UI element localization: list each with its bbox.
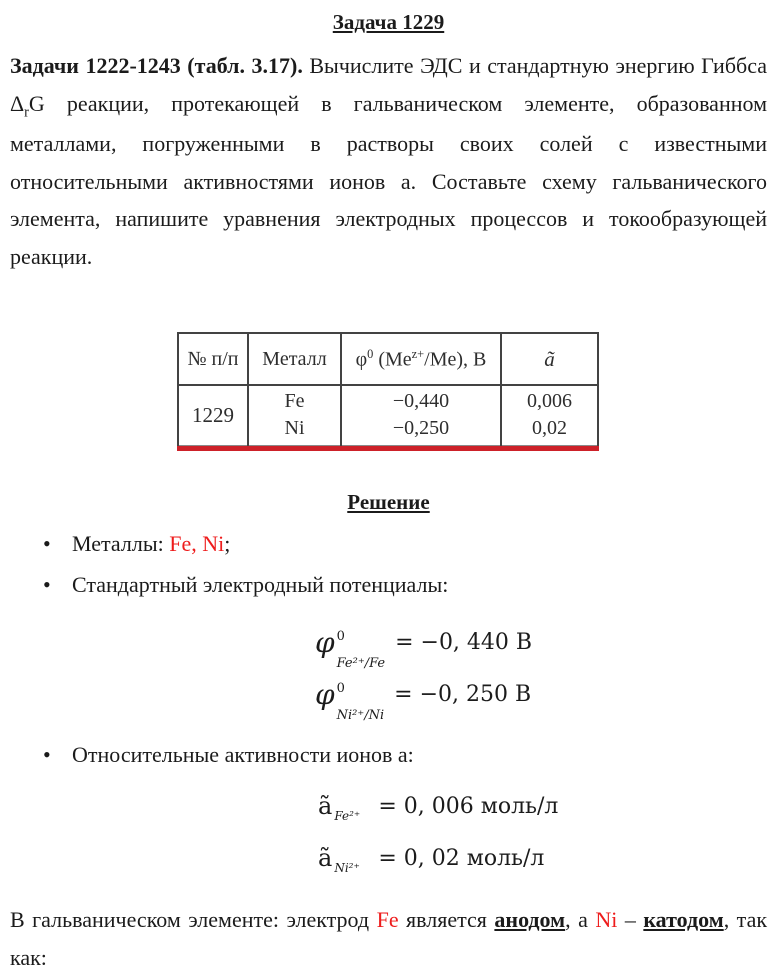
intro-text-2: G реакции, протекающей в гальваническом элементе, образованном металлами, погруженными в растворы своих солей с известными относительными активностями ионов а. Составьте схему гальванического элемента, напишите уравнения электродных процессов и токообразующей реакции.: [10, 90, 767, 270]
table-header-row: [178, 333, 598, 385]
bullet-activities: [10, 743, 767, 767]
phi-formula-ni: [315, 673, 767, 723]
metal-ni: Ni: [284, 417, 305, 440]
cell-metals: [248, 385, 341, 445]
conditions-table: [177, 332, 599, 446]
header-number: № п/п: [178, 333, 248, 385]
a-tilde-symbol: ã: [318, 844, 333, 873]
cell-potentials: [341, 385, 501, 445]
bullet-activities-label: • Относительные активности ионов а:: [72, 741, 414, 767]
bullet-metals-red: Fe, Ni: [169, 530, 225, 556]
phi-subscript: Ni²⁺/Ni: [336, 707, 385, 723]
cell-problem-number: 1229: [178, 385, 248, 445]
a-tilde-symbol: ã: [318, 792, 333, 821]
header-phi-sup: 0: [367, 346, 374, 361]
phi-formula-block: [10, 621, 767, 723]
bullet-standard-potentials-label: • Стандартный электродный потенциалы:: [72, 571, 449, 597]
intro-lead-bold: Задачи 1222-1243 (табл. 3.17).: [10, 53, 303, 78]
phi-value: = −0, 250 В: [394, 682, 532, 708]
conclusion-text-5: , так как:: [10, 907, 768, 971]
phi-value: = −0, 440 В: [395, 630, 533, 656]
phi-formula-fe: [315, 621, 767, 671]
header-zplus-sup: z+: [411, 346, 425, 361]
conclusion-anode: анодом: [494, 907, 566, 933]
header-phi-symbol: φ: [355, 348, 368, 371]
conditions-table-wrapper: [177, 332, 599, 451]
activity-value: = 0, 02 моль/л: [378, 845, 545, 871]
conclusion-text-4: –: [617, 907, 644, 933]
phi-subscript: Fe²⁺/Fe: [336, 655, 386, 671]
potential-ni: −0,250: [392, 417, 450, 440]
delta-r-subscript: r: [24, 104, 29, 121]
header-a-tilde: ã: [544, 346, 555, 371]
activity-value: = 0, 006 моль/л: [378, 793, 559, 819]
phi-symbol: φ: [315, 677, 335, 711]
header-potential: [341, 333, 501, 385]
phi-symbol: φ: [315, 625, 335, 659]
cell-activities: [501, 385, 598, 445]
table-data-row: [178, 385, 598, 445]
activity-formula-fe: [318, 787, 767, 825]
page-title: Задача 1229: [332, 10, 445, 34]
intro-text-1: Вычислите ЭДС и стандартную энергию Гиббса Δ: [10, 53, 768, 116]
conclusion-cathode: катодом: [643, 907, 724, 933]
header-metal: Металл: [248, 333, 341, 385]
intro-paragraph: [10, 47, 767, 276]
activity-formula-ni: [318, 839, 767, 877]
potential-fe: −0,440: [392, 390, 450, 413]
phi-superscript: 0: [336, 628, 345, 644]
metal-fe: Fe: [284, 390, 305, 413]
conclusion-fe: Fe: [376, 907, 399, 933]
a-subscript: Ni²⁺: [334, 861, 360, 876]
bullet-standard-potentials: [10, 573, 767, 597]
activity-fe: 0,006: [527, 390, 572, 413]
solution-heading: Решение: [347, 489, 430, 514]
conclusion-paragraph: [10, 901, 767, 977]
bullet-metals: [10, 532, 767, 556]
conclusion-text-1: В гальваническом элементе: электрод: [10, 907, 377, 933]
bullet-metals-tail: ;: [224, 530, 231, 556]
header-me-close: /Me), В: [424, 348, 487, 371]
a-subscript: Fe²⁺: [334, 809, 361, 824]
header-me-open: (Me: [373, 348, 412, 371]
activity-formula-block: [10, 787, 767, 877]
conclusion-text-3: , а: [565, 907, 596, 933]
phi-superscript: 0: [336, 680, 345, 696]
conclusion-text-2: является: [398, 907, 495, 933]
header-activity: [501, 333, 598, 385]
bullet-metals-label: Металлы:: [72, 530, 170, 556]
activity-ni: 0,02: [532, 417, 567, 440]
conclusion-ni: Ni: [595, 907, 618, 933]
